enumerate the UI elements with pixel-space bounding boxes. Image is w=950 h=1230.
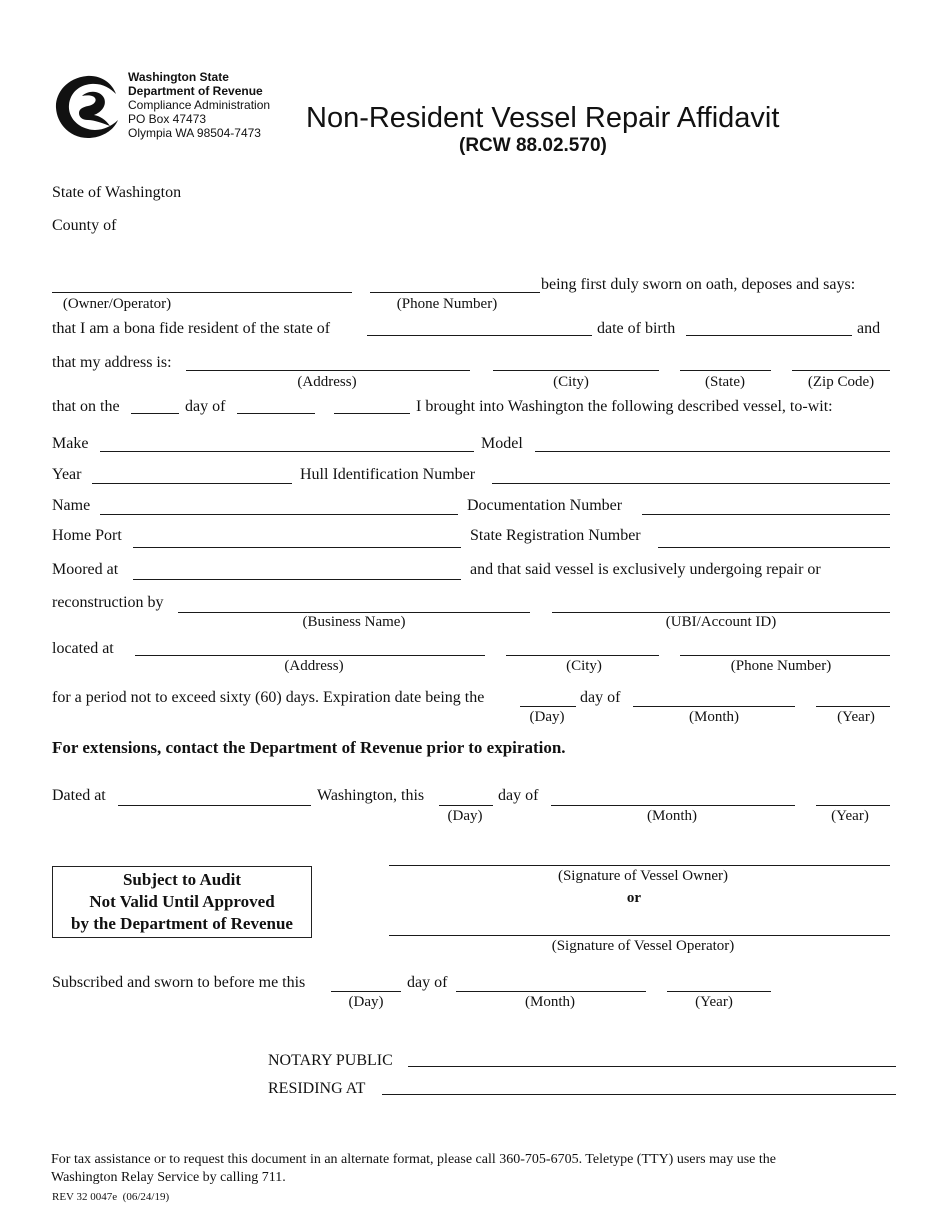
agency-po-box: PO Box 47473 [128, 112, 207, 126]
repair-city-field[interactable] [506, 655, 659, 656]
dated-text-3: day of [498, 787, 539, 804]
dated-day-field[interactable] [439, 805, 493, 806]
agency-block [128, 70, 270, 140]
operator-signature-caption: (Signature of Vessel Operator) [551, 938, 735, 954]
vessel-name-field[interactable] [100, 514, 458, 515]
model-label: Model [481, 435, 523, 452]
subscribed-month-caption: (Month) [525, 994, 575, 1010]
ubi-account-caption: (UBI/Account ID) [665, 614, 777, 630]
dob-field[interactable] [686, 335, 852, 336]
business-name-caption: (Business Name) [302, 614, 406, 630]
notary-public-label: NOTARY PUBLIC [268, 1052, 393, 1069]
address-text: that my address is: [52, 354, 172, 371]
moored-text: and that said vessel is exclusively undergoing repair or [470, 561, 821, 578]
home-port-label: Home Port [52, 527, 122, 544]
home-port-field[interactable] [133, 547, 461, 548]
subscribed-text-1: Subscribed and sworn to before me this [52, 974, 306, 991]
make-field[interactable] [100, 451, 474, 452]
dated-text-1: Dated at [52, 787, 106, 804]
hin-label: Hull Identification Number [300, 466, 476, 483]
audit-line-3: by the Department of Revenue [71, 914, 293, 933]
expiration-month-field[interactable] [633, 706, 795, 707]
arrival-text-1: that on the [52, 398, 120, 415]
operator-signature-field[interactable] [389, 935, 890, 936]
owner-address-caption: (Address) [297, 374, 357, 390]
resident-state-field[interactable] [367, 335, 592, 336]
owner-operator-caption: (Owner/Operator) [62, 296, 172, 312]
subscribed-month-field[interactable] [456, 991, 646, 992]
residing-at-field[interactable] [382, 1094, 896, 1095]
dor-logo [52, 74, 122, 140]
residing-at-label: RESIDING AT [268, 1080, 366, 1097]
year-field[interactable] [92, 483, 292, 484]
arrival-day-field[interactable] [131, 413, 179, 414]
owner-address-field[interactable] [186, 370, 470, 371]
repair-address-field[interactable] [135, 655, 485, 656]
dated-day-caption: (Day) [447, 808, 483, 824]
venue-state: State of Washington [52, 184, 182, 201]
period-text-2: day of [580, 689, 621, 706]
state-registration-label: State Registration Number [470, 527, 641, 544]
moored-at-field[interactable] [133, 579, 461, 580]
footer-assistance [51, 1151, 776, 1187]
footer-assistance-line1: For tax assistance or to request this document in an alternate format, please call 360-705-6705. Teletype (TTY) users may use the [51, 1152, 776, 1167]
audit-line-1: Subject to Audit [122, 870, 242, 889]
dated-text-2: Washington, this [317, 787, 425, 804]
arrival-text-3: I brought into Washington the following described vessel, to-wit: [416, 398, 833, 415]
agency-name-line1: Washington State [128, 70, 229, 84]
subscribed-day-field[interactable] [331, 991, 401, 992]
agency-city-state-zip: Olympia WA 98504-7473 [128, 126, 261, 140]
moored-label: Moored at [52, 561, 119, 578]
make-label: Make [52, 435, 89, 452]
dob-label: date of birth [597, 320, 676, 337]
dated-month-caption: (Month) [647, 808, 697, 824]
owner-zip-field[interactable] [792, 370, 890, 371]
arrival-month-field[interactable] [237, 413, 315, 414]
period-text-1: for a period not to exceed sixty (60) days. Expiration date being the [52, 689, 485, 706]
expiration-month-caption: (Month) [689, 709, 739, 725]
located-text: located at [52, 640, 114, 657]
owner-signature-caption: (Signature of Vessel Owner) [557, 868, 729, 884]
page-subtitle: (RCW 88.02.570) [459, 135, 607, 156]
owner-phone-field[interactable] [370, 292, 540, 293]
expiration-year-caption: (Year) [837, 709, 875, 725]
subscribed-year-caption: (Year) [695, 994, 733, 1010]
audit-notice-box [52, 866, 312, 938]
arrival-year-field[interactable] [334, 413, 410, 414]
owner-state-caption: (State) [705, 374, 745, 390]
sworn-text: being first duly sworn on oath, deposes and says: [541, 276, 856, 293]
documentation-field[interactable] [642, 514, 890, 515]
or-text: or [626, 890, 642, 906]
resident-text: that I am a bona fide resident of the state of [52, 320, 331, 337]
repair-phone-caption: (Phone Number) [730, 658, 832, 674]
agency-name-line2: Department of Revenue [128, 84, 263, 98]
repair-phone-field[interactable] [680, 655, 890, 656]
expiration-day-caption: (Day) [529, 709, 565, 725]
expiration-year-field[interactable] [816, 706, 890, 707]
documentation-label: Documentation Number [467, 497, 623, 514]
subscribed-year-field[interactable] [667, 991, 771, 992]
owner-state-field[interactable] [680, 370, 771, 371]
owner-city-caption: (City) [553, 374, 589, 390]
model-field[interactable] [535, 451, 890, 452]
form-number: REV 32 0047e (06/24/19) [52, 1191, 170, 1203]
notary-public-field[interactable] [408, 1066, 896, 1067]
dated-year-field[interactable] [816, 805, 890, 806]
venue-county-label: County of [52, 217, 117, 234]
hin-field[interactable] [492, 483, 890, 484]
subscribed-text-2: day of [407, 974, 448, 991]
repair-city-caption: (City) [566, 658, 602, 674]
subscribed-day-caption: (Day) [348, 994, 384, 1010]
expiration-day-field[interactable] [520, 706, 576, 707]
arrival-text-2: day of [185, 398, 226, 415]
state-registration-field[interactable] [658, 547, 890, 548]
dated-place-field[interactable] [118, 805, 311, 806]
owner-signature-field[interactable] [389, 865, 890, 866]
reconstruction-text: reconstruction by [52, 594, 164, 611]
year-label: Year [52, 466, 82, 483]
footer-assistance-line2: Washington Relay Service by calling 711. [51, 1170, 286, 1185]
dor-logo-icon [52, 74, 122, 140]
owner-phone-caption: (Phone Number) [396, 296, 498, 312]
audit-line-2: Not Valid Until Approved [89, 892, 275, 911]
owner-city-field[interactable] [493, 370, 659, 371]
owner-operator-field[interactable] [52, 292, 352, 293]
dated-year-caption: (Year) [831, 808, 869, 824]
vessel-name-label: Name [52, 497, 91, 514]
extensions-note: For extensions, contact the Department of Revenue prior to expiration. [52, 738, 566, 757]
owner-zip-caption: (Zip Code) [807, 374, 875, 390]
agency-division: Compliance Administration [128, 98, 271, 112]
repair-address-caption: (Address) [284, 658, 344, 674]
page-title: Non-Resident Vessel Repair Affidavit [306, 102, 780, 134]
and-text: and [857, 320, 881, 337]
dated-month-field[interactable] [551, 805, 795, 806]
